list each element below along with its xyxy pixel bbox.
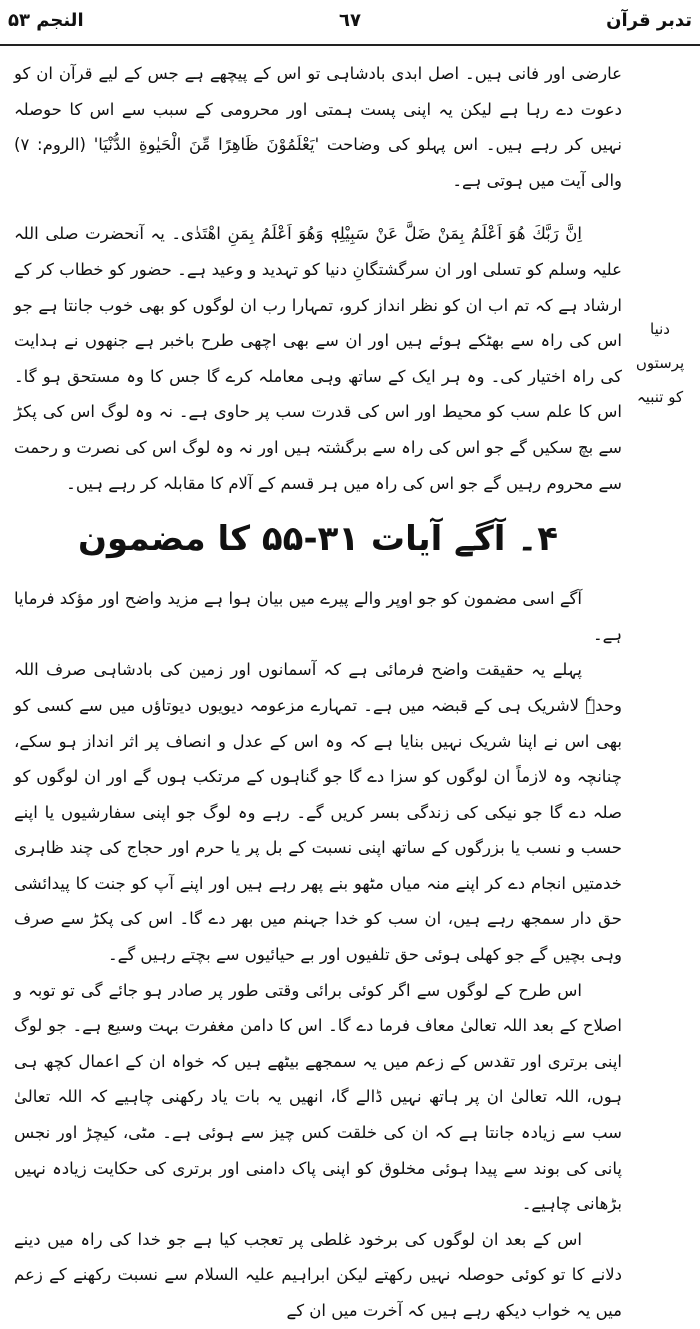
paragraph-2: اِنَّ رَبَّكَ هُوَ اَعْلَمُ بِمَنْ ضَلَّ عَنْ سَبِيْلِهٖ وَهُوَ اَعْلَمُ بِمَنِ اهْتَدٰى۔ یہ آنحضرت صلی اللہ علیہ وسلم کو تسلی اور ان سرگشتگانِ دنیا کو تہدید و وعید ہے۔ حضور کو خطاب کر کے ارشاد ہے کہ تم اب ان کو نظر انداز کرو، تمہارا رب ان لوگوں کو بھی خوب جانتا ہے جو اس کی راہ سے بھٹکے ہوئے ہیں اور ان سے بھی اچھی طرح باخبر ہے جنھوں نے ہدایت کی راہ اختیار کی۔ وہ ہر ایک کے ساتھ وہی معاملہ کرے گا جس کا وہ مستحق ہو گا۔ اس کا علم سب کو محیط اور اس کی قدرت سب پر حاوی ہے۔ نہ وہ لوگ اس کی پکڑ سے بچ سکیں گے جو اس کی راہ سے برگشتہ ہیں اور نہ وہ لوگ اس کی نصرت و رحمت سے محروم رہیں گے جو اس کی راہ میں ہر قسم کے آلام کا مقابلہ کر رہے ہیں۔ <box>14 224 622 493</box>
paragraph-4: پہلے یہ حقیقت واضح فرمائی ہے کہ آسمانوں اور زمین کی بادشاہی صرف اللہ وحدہٗ لاشریک ہی کے قبضہ میں ہے۔ تمہارے مزعومہ دیویوں دیوتاؤں میں سے کسی کو بھی اس نے اپنا شریک نہیں بنایا ہے کہ وہ اس کے عدل و انصاف پر اثر انداز ہو سکے، چنانچہ وہ لازماً ان لوگوں کو سزا دے گا جو گناہوں کے مرتکب ہوں گے اور ان لوگوں کو صلہ دے گا جو نیکی کی زندگی بسر کریں گے۔ رہے وہ لوگ جو اپنی سفارشیوں یا اپنے حسب و نسب یا بزرگوں کے ساتھ اپنی نسبت کے بل پر یا حرم اور حجاج کی چند ظاہری خدمتیں انجام دے کر اپنے منہ میاں مٹھو بنے پھر رہے ہیں اور اپنے آپ کو جنت کا پیدائشی حق دار سمجھ رہے ہیں، ان سب کو خدا جہنم میں بھر دے گا۔ اس کی پکڑ سے صرف وہی بچیں گے جو کھلی ہوئی حق تلفیوں اور بے حیائیوں سے بچتے رہیں گے۔ <box>14 660 622 965</box>
section-heading: ۴۔ آگے آیات ۳۱-۵۵ کا مضمون <box>78 519 558 560</box>
page-header <box>0 4 700 46</box>
surah-reference: النجم ۵۳ <box>8 10 84 31</box>
paragraph-3: آگے اسی مضمون کو جو اوپر والے پیرے میں بیان ہوا ہے مزید واضح اور مؤکد فرمایا ہے۔ <box>14 589 622 644</box>
paragraph-6: اس کے بعد ان لوگوں کی برخود غلطی پر تعجب کیا ہے جو خدا کی راہ میں دینے دلانے کا تو کوئی حوصلہ نہیں رکھتے لیکن ابراہیم علیہ السلام سے نسبت رکھنے کے زعم میں یہ خواب دیکھ رہے ہیں کہ آخرت میں ان کے <box>14 1229 622 1320</box>
margin-note-line2: کو تنبیہ <box>636 388 684 406</box>
margin-note-line1: دنیا پرستوں <box>635 320 685 372</box>
book-title: تدبر قرآن <box>606 10 692 31</box>
paragraph-5: اس طرح کے لوگوں سے اگر کوئی برائی وقتی طور پر صادر ہو جائے گی تو توبہ و اصلاح کے بعد اللہ تعالیٰ معاف فرما دے گا۔ اس کا دامن مغفرت بہت وسیع ہے۔ جو لوگ اپنی برتری اور تقدس کے زعم میں یہ سمجھے بیٹھے ہیں کہ خواہ ان کے اعمال کچھ ہی ہوں، اللہ تعالیٰ ان پر ہاتھ نہیں ڈالے گا، انھیں یہ بات یاد رکھنی چاہیے کہ اللہ تعالیٰ سب سے زیادہ جانتا ہے کہ ان کی خلقت کس چیز سے ہوئی ہے۔ مٹی، کیچڑ اور نجس پانی کی بوند سے پیدا ہوئی مخلوق کو اپنی پاک دامنی اور برتری کی حکایت زیادہ نہیں بڑھانی چاہیے۔ <box>14 980 622 1214</box>
paragraph-1: عارضی اور فانی ہیں۔ اصل ابدی بادشاہی تو اس کے پیچھے ہے جس کے لیے قرآن ان کو دعوت دے رہا ہے لیکن یہ اپنی پست ہمتی اور محرومی کے سبب سے اس کا حوصلہ نہیں کر رہے ہیں۔ اس پہلو کی وضاحت 'یَعْلَمُوْنَ ظَاهِرًا مِّنَ الْحَيٰوةِ الدُّنْيَا' (الروم: ۷) والی آیت میں ہوتی ہے۔ <box>14 64 622 190</box>
margin-note <box>626 312 694 414</box>
page-body <box>14 56 622 1329</box>
page-number: ٦٧ <box>339 10 361 31</box>
